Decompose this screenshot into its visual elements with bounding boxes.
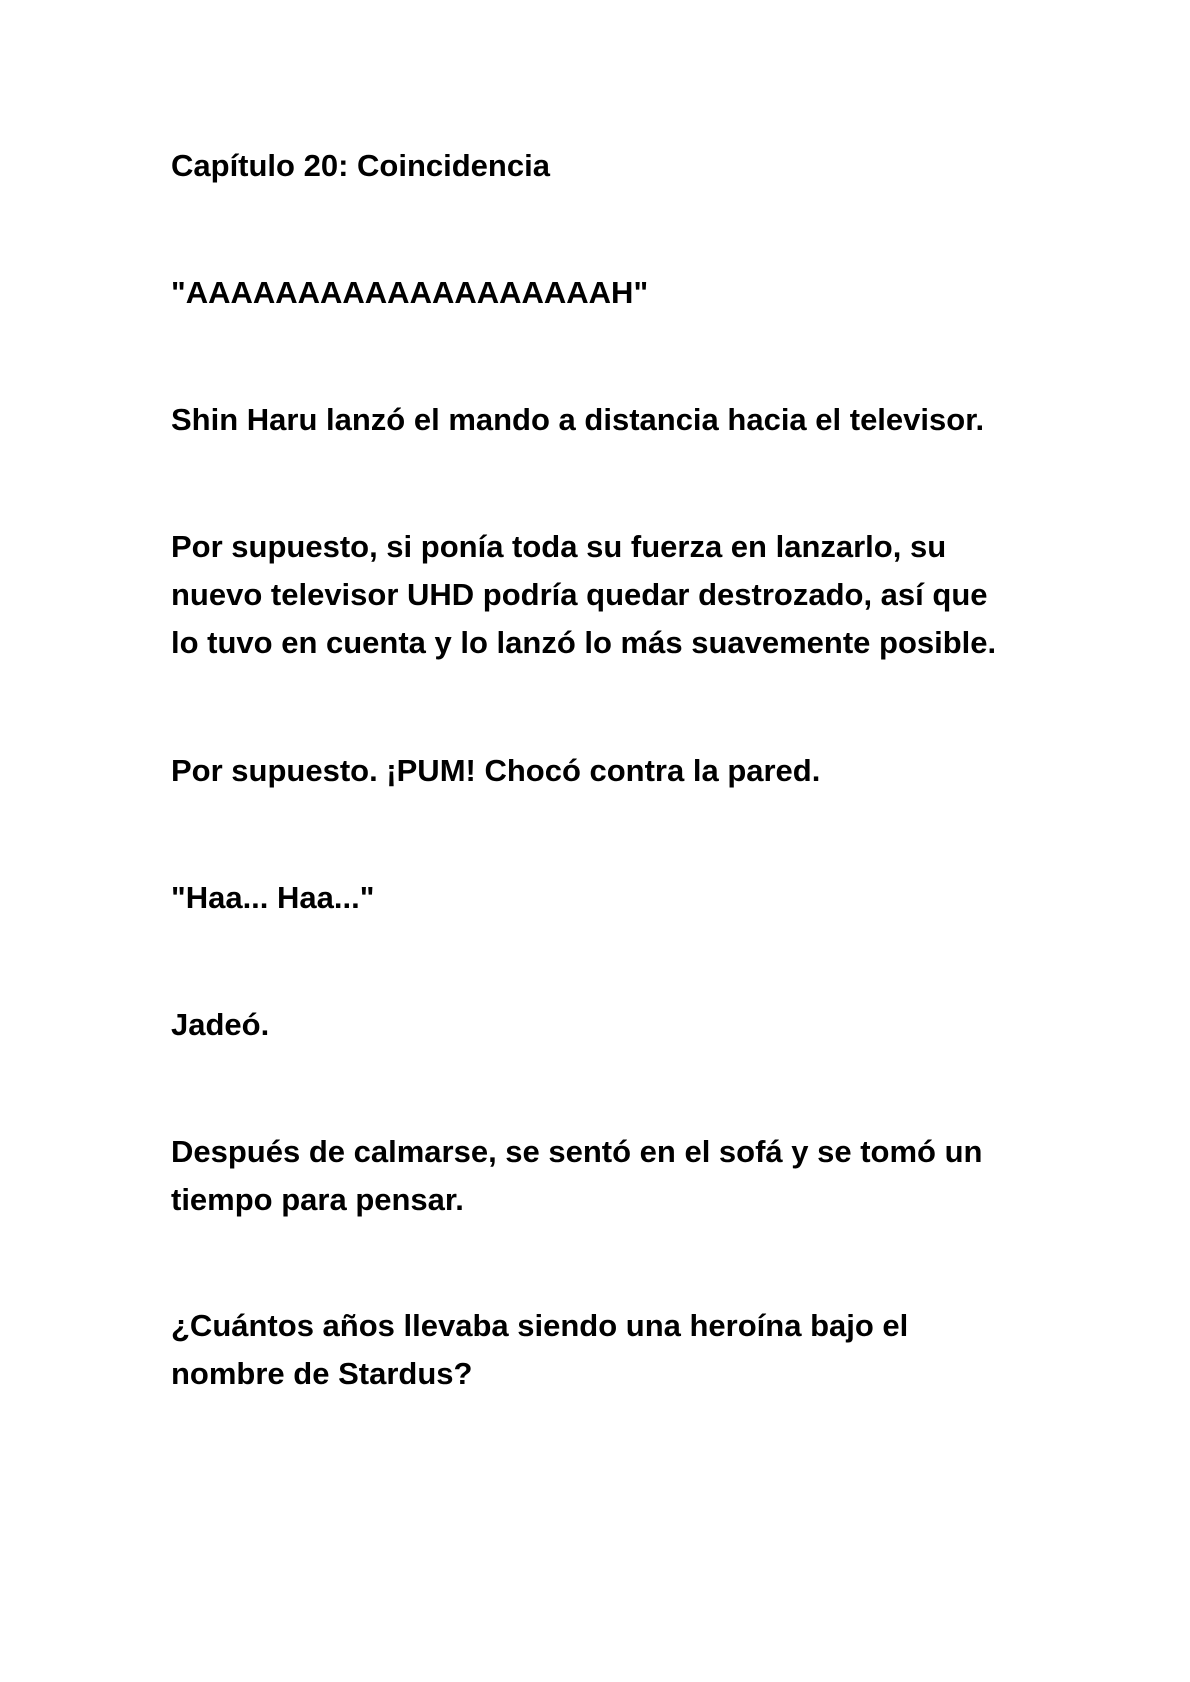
- paragraph-hit-wall: Por supuesto. ¡PUM! Chocó contra la pared.: [171, 753, 821, 788]
- paragraph-sofa: Después de calmarse, se sentó en el sofá y se tomó un tiempo para pensar.: [171, 1134, 983, 1217]
- paragraph-remote-throw: Shin Haru lanzó el mando a distancia hacia el televisor.: [171, 402, 985, 437]
- paragraph-tv-consideration: Por supuesto, si ponía toda su fuerza en lanzarlo, su nuevo televisor UHD podría quedar destrozado, así que lo tuvo en cuenta y lo lanzó lo más suavemente posible.: [171, 529, 997, 660]
- chapter-title: Capítulo 20: Coincidencia: [171, 148, 550, 183]
- paragraph-panted: Jadeó.: [171, 1007, 270, 1042]
- paragraph-scream: "AAAAAAAAAAAAAAAAAAAH": [171, 275, 649, 310]
- paragraph-question: ¿Cuántos años llevaba siendo una heroína bajo el nombre de Stardus?: [171, 1308, 909, 1391]
- paragraph-panting-quote: "Haa... Haa...": [171, 880, 375, 915]
